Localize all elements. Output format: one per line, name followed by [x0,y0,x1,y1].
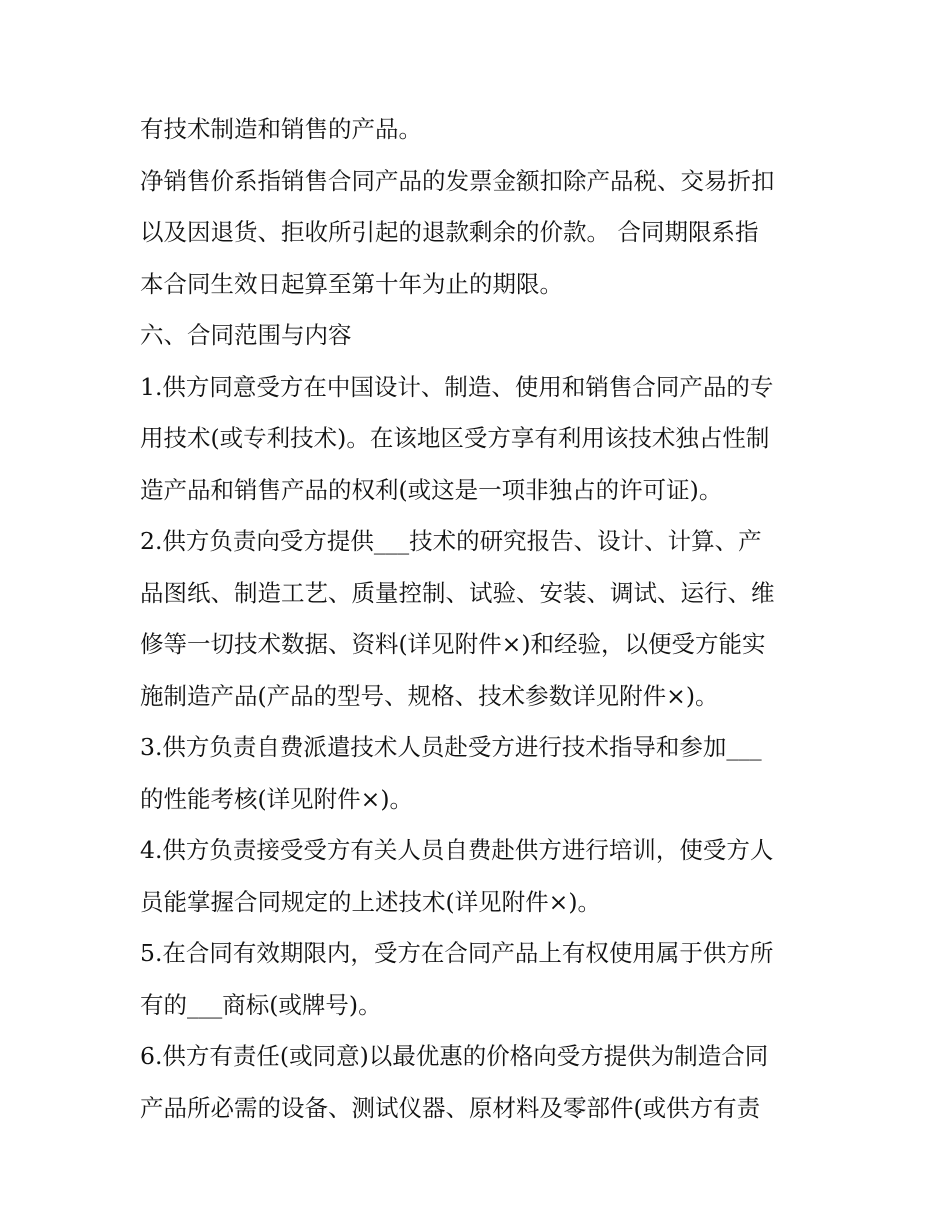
text-line: 3.供方负责自费派遣技术人员赴受方进行技术指导和参加___ [140,733,762,761]
text-line: 以及因退货、拒收所引起的退款剩余的价款。 合同期限系指 [140,218,759,246]
text-line: 4.供方负责接受受方有关人员自费赴供方进行培训，使受方人 [140,836,774,864]
text-line: 品图纸、制造工艺、质量控制、试验、安装、调试、运行、维 [140,578,775,607]
section-heading: 六、合同范围与内容 [140,321,352,349]
text-line: 施制造产品(产品的型号、规格、技术参数详见附件×)。 [140,681,719,710]
text-line: 的性能考核(详见附件×)。 [140,784,414,813]
document-body [140,104,820,1134]
text-line: 本合同生效日起算至第十年为止的期限。 [140,269,563,298]
text-line: 有技术制造和销售的产品。 [140,115,422,143]
text-line: 1.供方同意受方在中国设计、制造、使用和销售合同产品的专 [140,372,774,401]
text-line: 产品所必需的设备、测试仪器、原材料及零部件(或供方有责 [140,1093,761,1122]
text-line: 造产品和销售产品的权利(或这是一项非独占的许可证)。 [140,475,723,504]
text-line: 2.供方负责向受方提供___技术的研究报告、设计、计算、产 [140,527,762,555]
text-line: 净销售价系指销售合同产品的发票金额扣除产品税、交易折扣 [140,166,775,195]
text-line: 有的___商标(或牌号)。 [140,990,382,1019]
text-line: 修等一切技术数据、资料(详见附件×)和经验，以便受方能实 [140,630,766,658]
text-line: 员能掌握合同规定的上述技术(详见附件×)。 [140,887,602,916]
text-line: 6.供方有责任(或同意)以最优惠的价格向受方提供为制造合同 [140,1042,769,1070]
text-line: 用技术(或专利技术)。在该地区受方享有利用该技术独占性制 [140,424,770,452]
text-line: 5.在合同有效期限内，受方在合同产品上有权使用属于供方所 [140,939,774,967]
